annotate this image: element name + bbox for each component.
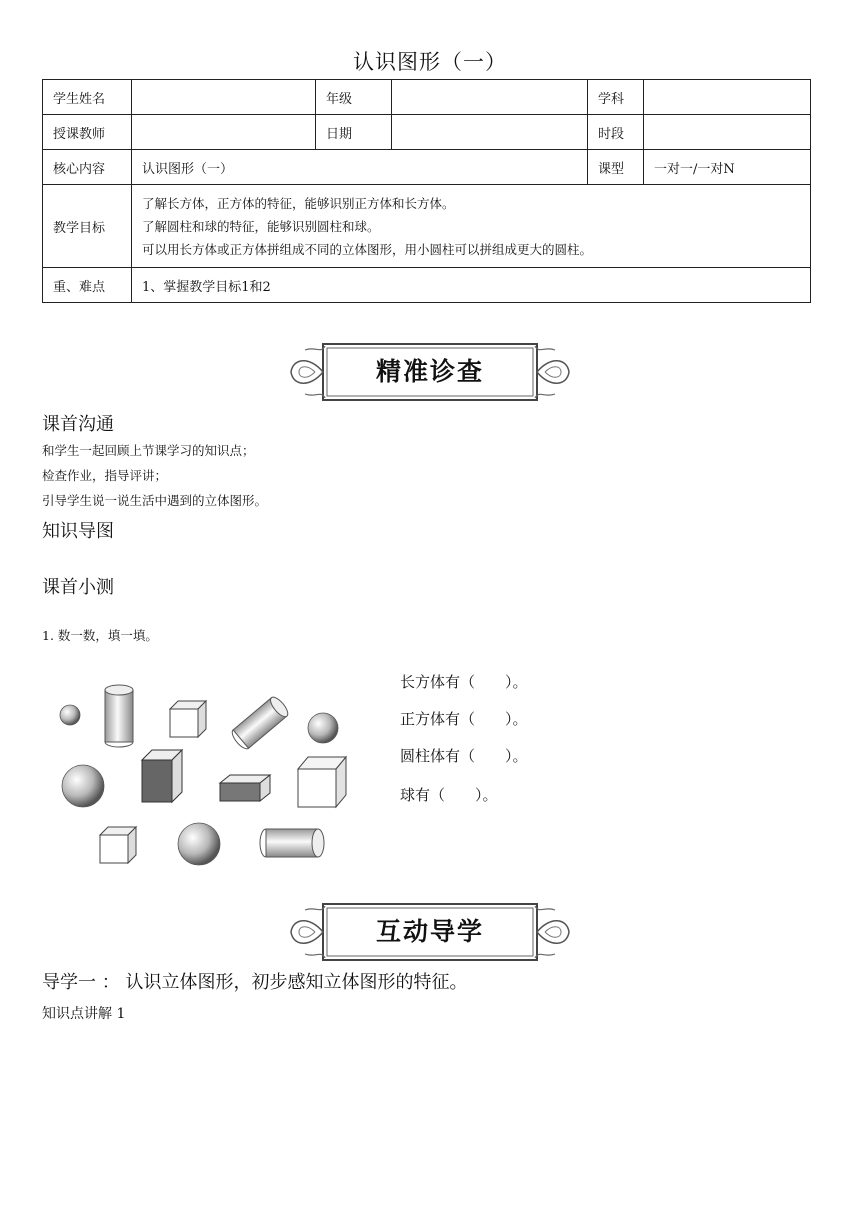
cylinder-icon xyxy=(229,695,290,752)
goal-item: 可以用长方体或正方体拼组成不同的立体图形，用小圆柱可以拼组成更大的圆柱。 xyxy=(142,241,593,257)
teacher-value xyxy=(132,115,316,150)
quiz-heading: 课首小测 xyxy=(42,577,114,598)
sphere-icon xyxy=(60,705,80,725)
table-row xyxy=(43,80,811,115)
core-value: 认识图形（一） xyxy=(132,150,588,185)
key-label: 重、难点 xyxy=(43,268,132,303)
sphere-icon xyxy=(62,765,104,807)
mindmap-heading: 知识导图 xyxy=(42,521,114,542)
page-title: 认识图形（一） xyxy=(353,50,507,74)
quiz-question: 1. 数一数，填一填。 xyxy=(42,628,158,643)
section-banner-diagnosis xyxy=(285,336,575,408)
type-label: 课型 xyxy=(588,150,644,185)
key-value: 1、掌握教学目标1和2 xyxy=(132,268,811,303)
cube-icon xyxy=(100,827,136,863)
sphere-icon xyxy=(178,823,220,865)
guide1-subheading: 知识点讲解 1 xyxy=(42,1006,126,1022)
subject-value xyxy=(644,80,811,115)
period-label: 时段 xyxy=(588,115,644,150)
communication-line: 检查作业，指导评讲； xyxy=(42,468,168,483)
section-banner-interactive xyxy=(285,896,575,968)
cube-icon xyxy=(170,701,206,737)
blank-sphere: 球有（ ）。 xyxy=(400,786,498,804)
date-value xyxy=(392,115,588,150)
core-label: 核心内容 xyxy=(43,150,132,185)
goal-item: 了解长方体，正方体的特征，能够识别正方体和长方体。 xyxy=(142,195,455,211)
communication-line: 和学生一起回顾上节课学习的知识点； xyxy=(42,443,255,458)
goal-list xyxy=(132,185,811,268)
lesson-info-table xyxy=(42,79,811,303)
blank-cuboid: 长方体有（ ）。 xyxy=(400,673,528,691)
communication-line: 引导学生说一说生活中遇到的立体图形。 xyxy=(42,493,268,508)
blank-cylinder: 圆柱体有（ ）。 xyxy=(400,747,528,765)
banner-label: 精准诊查 xyxy=(375,357,484,386)
cuboid-icon xyxy=(220,775,270,801)
table-row xyxy=(43,150,811,185)
student-name-value xyxy=(132,80,316,115)
communication-heading: 课首沟通 xyxy=(42,414,114,435)
cuboid-icon xyxy=(142,750,182,802)
type-value: 一对一/一对N xyxy=(644,150,811,185)
student-name-label: 学生姓名 xyxy=(43,80,132,115)
goal-item: 了解圆柱和球的特征，能够识别圆柱和球。 xyxy=(142,218,380,234)
sphere-icon xyxy=(308,713,338,743)
cylinder-icon xyxy=(105,685,133,747)
guide1-heading: 导学一 ： 认识立体图形，初步感知立体图形的特征。 xyxy=(42,972,468,993)
cylinder-icon xyxy=(260,829,324,857)
grade-value xyxy=(392,80,588,115)
blank-cube: 正方体有（ ）。 xyxy=(400,710,528,728)
table-row xyxy=(43,115,811,150)
period-value xyxy=(644,115,811,150)
date-label: 日期 xyxy=(316,115,392,150)
goal-label: 教学目标 xyxy=(43,185,132,268)
solid-shapes-figure xyxy=(40,665,580,875)
table-row xyxy=(43,268,811,303)
table-row xyxy=(43,185,811,268)
subject-label: 学科 xyxy=(588,80,644,115)
teacher-label: 授课教师 xyxy=(43,115,132,150)
grade-label: 年级 xyxy=(316,80,392,115)
banner-label: 互动导学 xyxy=(375,917,484,946)
cube-icon xyxy=(298,757,346,807)
